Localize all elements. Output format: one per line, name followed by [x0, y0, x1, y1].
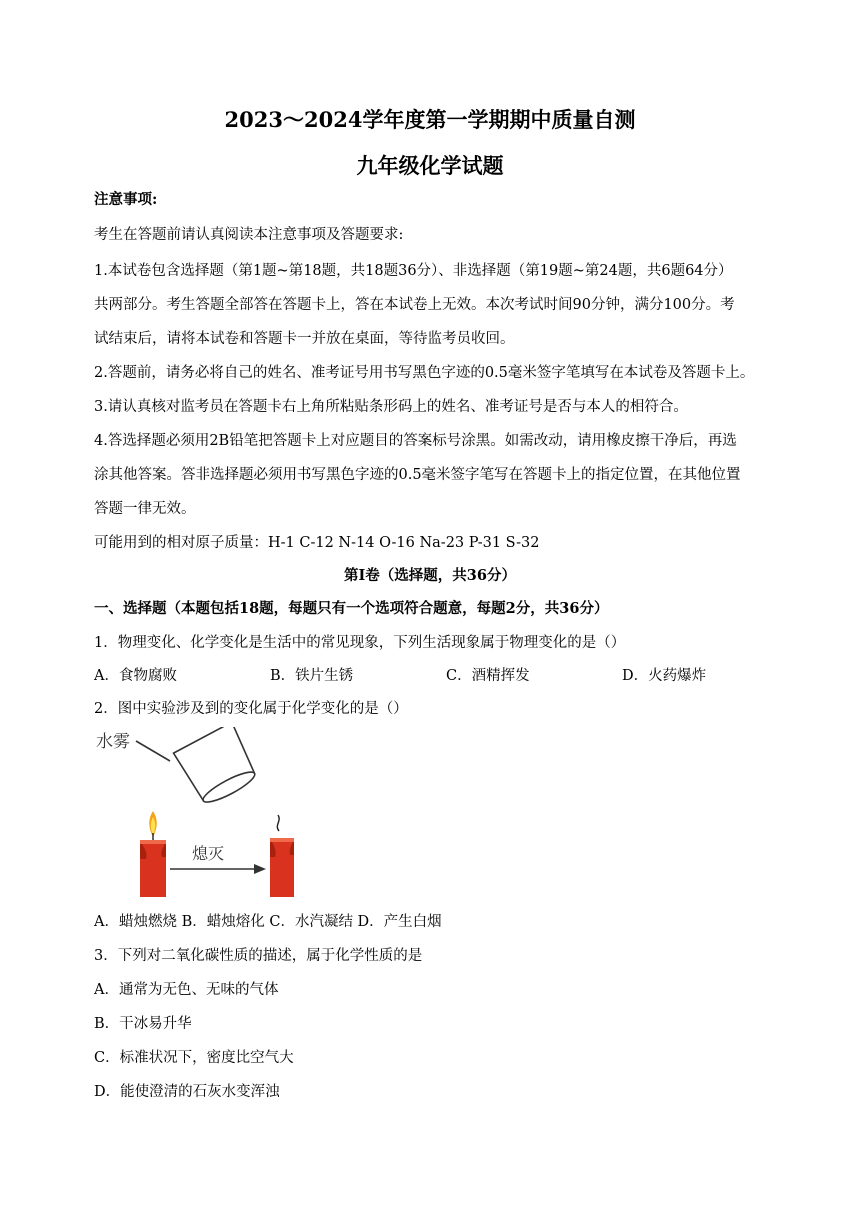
question-3-option-a: A．通常为无色、无味的气体: [94, 982, 279, 998]
notice-line: 共两部分。考生答题全部答在答题卡上，答在本试卷上无效。本次考试时间90分钟，满分100分。考: [94, 297, 735, 313]
part1-heading: 第Ⅰ卷（选择题，共36分）: [344, 567, 516, 584]
beaker-icon: [174, 727, 262, 809]
question-1-stem: 1．物理变化、化学变化是生活中的常见现象，下列生活现象属于物理变化的是（）: [94, 635, 626, 651]
figure-label-extinguish: 熄灭: [192, 844, 225, 863]
figure-label-mist: 水雾: [96, 732, 130, 752]
exam-subtitle: 九年级化学试题: [356, 153, 504, 178]
notice-line: 2.答题前，请务必将自己的姓名、准考证号用书写黑色字迹的0.5毫米签字笔填写在本试卷及答题卡上。: [94, 365, 755, 381]
extinguished-candle-icon: [270, 815, 294, 897]
lit-candle-icon: [140, 811, 166, 897]
question-3-option-d: D．能使澄清的石灰水变浑浊: [94, 1084, 280, 1100]
question-2-stem: 2．图中实验涉及到的变化属于化学变化的是（）: [94, 701, 408, 717]
question-2-options: A．蜡烛燃烧 B．蜡烛熔化 C．水汽凝结 D．产生白烟: [94, 914, 442, 930]
question-3-option-c: C．标准状况下，密度比空气大: [94, 1050, 294, 1066]
question-1-option-b: B．铁片生锈: [270, 668, 354, 684]
notice-line: 1.本试卷包含选择题（第1题~第18题，共18题36分）、非选择题（第19题~第24题，共6题64分）: [94, 263, 733, 279]
notice-line: 答题一律无效。: [94, 501, 196, 517]
question-1-option-c: C．酒精挥发: [446, 668, 530, 684]
figure-pointer-line: [136, 741, 170, 761]
arrow-head-icon: [254, 864, 266, 874]
notice-line: 涂其他答案。答非选择题必须用书写黑色字迹的0.5毫米签字笔写在答题卡上的指定位置，在其他位置: [94, 467, 741, 483]
exam-title: 2023～2024学年度第一学期期中质量自测: [224, 107, 636, 132]
candle-experiment-figure: [94, 727, 314, 903]
question-3-stem: 3．下列对二氧化碳性质的描述，属于化学性质的是: [94, 948, 423, 964]
notice-line: 试结束后，请将本试卷和答题卡一并放在桌面，等待监考员收回。: [94, 331, 515, 347]
notice-heading: 注意事项:: [94, 191, 158, 208]
question-3-option-b: B．干冰易升华: [94, 1016, 192, 1032]
question-1-option-d: D．火药爆炸: [622, 668, 707, 684]
atomic-mass-line: 可能用到的相对原子质量：H-1 C-12 N-14 O-16 Na-23 P-31 S-32: [94, 535, 540, 551]
notice-line: 4.答选择题必须用2B铅笔把答题卡上对应题目的答案标号涂黑。如需改动，请用橡皮擦干净后，再选: [94, 433, 737, 449]
question-1-option-a: A．食物腐败: [94, 668, 177, 684]
notice-intro: 考生在答题前请认真阅读本注意事项及答题要求:: [94, 227, 404, 243]
notice-line: 3.请认真核对监考员在答题卡右上角所粘贴条形码上的姓名、准考证号是否与本人的相符合。: [94, 399, 688, 415]
section-heading: 一、选择题（本题包括18题，每题只有一个选项符合题意，每题2分，共36分）: [94, 600, 609, 617]
